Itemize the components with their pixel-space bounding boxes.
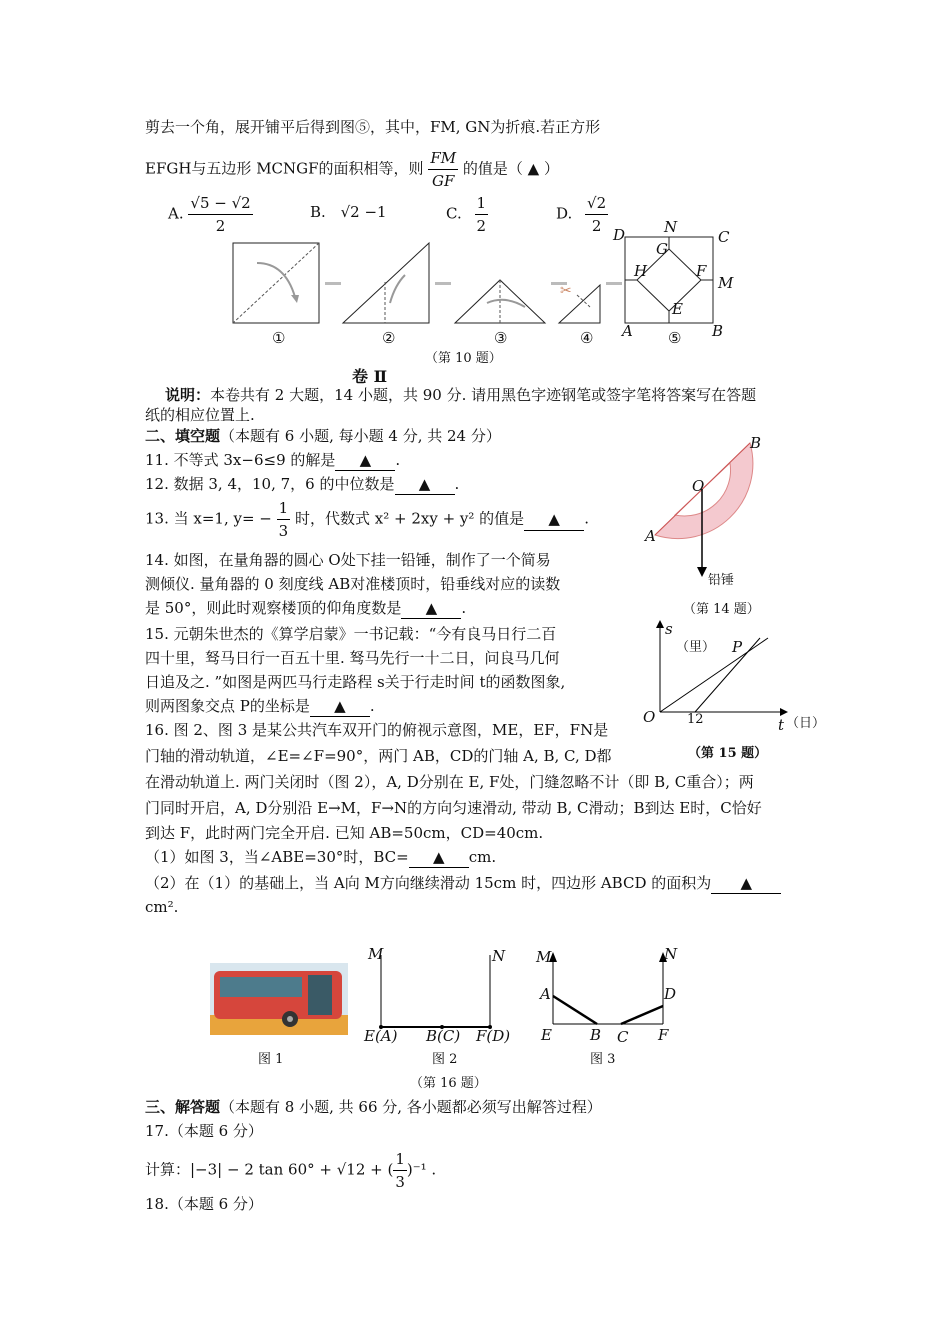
part2-note-line2: 纸的相应位置上. <box>145 406 255 424</box>
q11-answer-blank: ▲ <box>335 450 395 471</box>
q16-p1-unit: cm. <box>468 848 497 866</box>
option-d-label: D. <box>556 204 573 223</box>
section2-title: 二、填空题 <box>145 427 221 445</box>
fig3-label-f: F <box>658 1026 669 1044</box>
door-cd <box>621 1006 663 1024</box>
q13-frac-num: 1 <box>277 497 291 520</box>
option-d-den: 2 <box>591 217 602 235</box>
fig2-label-ea: E(A) <box>364 1027 398 1045</box>
q10-line1: 剪去一个角，展开铺平后得到图⑤，其中，FM, GN为折痕.若正方形 <box>145 118 601 136</box>
q16-line2: 门轴的滑动轨道，∠E=∠F=90°，两门 AB，CD的门轴 A, B, C, D都 <box>145 747 612 765</box>
q14-caption: （第 14 题） <box>683 602 760 617</box>
option-b-value: √2 −1 <box>340 203 387 221</box>
q15-line3: 日追及之. ”如图是两匹马行走路程 s关于行走时间 t的函数图象, <box>145 673 566 691</box>
option-c-den: 2 <box>476 217 487 235</box>
q18-head: 18.（本题 6 分） <box>145 1195 263 1213</box>
fold-step-1 <box>233 243 319 323</box>
fig2-label-fd: F(D) <box>476 1027 511 1045</box>
q16-p2-text: （2）在（1）的基础上，当 A向 M方向继续滑动 15cm 时，四边形 ABCD 的面积为 <box>145 874 712 892</box>
section3-heading <box>145 1097 602 1117</box>
q16-caption: （第 16 题） <box>410 1076 487 1091</box>
q15-caption: （第 15 题） <box>688 746 768 761</box>
fig2-label-n: N <box>492 947 506 965</box>
step-label-3: ③ <box>494 329 508 347</box>
q13-fraction <box>277 497 291 542</box>
q16-p1-text: （1）如图 3，当∠ABE=30°时，BC= <box>145 848 409 866</box>
fig5-label-f: F <box>696 262 707 280</box>
fig5-label-m: M <box>718 274 734 292</box>
q15-answer-blank: ▲ <box>310 696 370 717</box>
fig2-diagram <box>370 955 500 1035</box>
q11-text: 11. 不等式 3x−6≤9 的解是 <box>145 451 336 469</box>
q14-label-b: B <box>750 434 762 452</box>
fig1-label: 图 1 <box>258 1052 284 1067</box>
q16-line3: 在滑动轨道上. 两门关闭时（图 2），A, D分别在 E, F处，门缝忽略不计（即 B, C重合）；两 <box>145 773 754 791</box>
fig3-label-d: D <box>664 985 677 1003</box>
q16-p1-answer-blank: ▲ <box>409 847 469 868</box>
fold-step-4 <box>559 283 600 323</box>
q16-line1: 16. 图 2、图 3 是某公共汽车双开门的俯视示意图，ME，EF，FN是 <box>145 721 609 739</box>
q16-p2-answer-blank: ▲ <box>711 873 781 894</box>
q15-label-t: t <box>778 716 785 734</box>
q16-line4: 门同时开启，A, D分别沿 E→M，F→N的方向匀速滑动, 带动 B, C滑动；B到达 E时，C恰好 <box>145 799 762 817</box>
q14-line2: 测倾仪. 量角器的 0 刻度线 AB对准楼顶时，铅垂线对应的读数 <box>145 575 561 593</box>
q17-frac-den: 3 <box>395 1173 405 1191</box>
q13-post: 时，代数式 x² + 2xy + y² 的值是 <box>295 509 525 528</box>
fig5-label-c: C <box>718 228 730 246</box>
q15-label-p: P <box>732 638 743 656</box>
q17-head: 17.（本题 6 分） <box>145 1122 263 1140</box>
q14-label-o: O <box>692 477 705 495</box>
option-a-den: 2 <box>215 217 226 235</box>
section3-note: （本题有 8 小题, 共 66 分, 各小题都必须写出解答过程） <box>220 1098 602 1116</box>
q10-option-b <box>310 203 387 221</box>
fold-step-3 <box>455 280 545 323</box>
q10-frac-den: GF <box>432 172 455 190</box>
q17-frac-num: 1 <box>393 1148 407 1171</box>
q12-answer-blank: ▲ <box>395 474 455 495</box>
arrow-4 <box>606 282 622 285</box>
fig3-label-e: E <box>541 1026 552 1044</box>
q16-part2 <box>145 873 781 894</box>
q17-pre: 计算：|−3| − 2 tan 60° + √12 + ( <box>145 1160 394 1179</box>
q15-line1: 15. 元朝朱世杰的《算学启蒙》一书记载：“今有良马日行二百 <box>145 625 557 643</box>
door-ab <box>553 996 597 1024</box>
plumb-arrow <box>697 567 707 577</box>
q17-fraction <box>393 1148 407 1193</box>
fig5-label-h: H <box>634 262 648 280</box>
q14-label-a: A <box>645 527 656 545</box>
q16-part2-unit: cm². <box>145 898 179 916</box>
q10-frac-num: FM <box>428 147 458 170</box>
part2-title: 卷 Ⅱ <box>352 367 388 386</box>
q10-caption: （第 10 题） <box>425 351 502 366</box>
option-d-num: √2 <box>585 192 608 215</box>
q12-text: 12. 数据 3, 4，10, 7，6 的中位数是 <box>145 475 395 493</box>
fig2-label-bc: B(C) <box>426 1027 461 1045</box>
fig3-label: 图 3 <box>590 1052 616 1067</box>
q17-post: )⁻¹ . <box>406 1160 437 1179</box>
q14-line1: 14. 如图，在量角器的圆心 O处下挂一铅锤，制作了一个简易 <box>145 551 551 569</box>
fig5-label-a: A <box>622 322 633 340</box>
q15-line4: 则两图象交点 P的坐标是 ▲ . <box>145 697 375 715</box>
section3-title: 三、解答题 <box>145 1098 221 1116</box>
q10-line2-post: 的值是（ ▲ ） <box>462 159 559 178</box>
arrow-2 <box>435 282 451 285</box>
fig5-label-g: G <box>656 240 668 258</box>
q15-label-o: O <box>643 708 656 726</box>
q17-expression <box>145 1148 436 1193</box>
q14-weight-label: 铅锤 <box>708 573 735 588</box>
fig5-label-e: E <box>672 300 683 318</box>
q13: 13. 当 x=1, y= − $\frac{1}{3}$ 时，代数式 x² + 2xy + y² 的值是 ▲ . <box>145 499 589 540</box>
fig5-label-d: D <box>613 226 626 244</box>
q15-unit-s: （里） <box>676 640 716 655</box>
q14-answer-blank: ▲ <box>401 598 461 619</box>
fold-step-5 <box>625 237 713 323</box>
option-c-num: 1 <box>475 192 489 215</box>
part2-note-line1 <box>165 385 756 405</box>
q14-line3: 是 50°，则此时观察楼顶的仰角度数是 ▲ . <box>145 599 467 617</box>
fig3-label-m: M <box>536 948 552 966</box>
q15-unit-t: （日） <box>786 716 826 731</box>
step-label-2: ② <box>382 329 396 347</box>
q11: 11. 不等式 3x−6≤9 的解是 ▲ . <box>145 451 401 469</box>
q10-line2 <box>145 147 559 192</box>
q13-pre: 13. 当 x=1, y= − <box>145 509 272 528</box>
q13-frac-den: 3 <box>278 522 289 540</box>
note-text-1: 本卷共有 2 大题，14 小题，共 90 分. 请用黑色字迹钢笔或签字笔将答案写在答题 <box>210 386 757 404</box>
step-label-4: ④ <box>580 329 594 347</box>
q15-graph <box>640 620 790 720</box>
q15-label-s: s <box>665 620 673 638</box>
q10-line2-pre: EFGH与五边形 MCNGF的面积相等，则 <box>145 159 424 178</box>
q14-text: 是 50°，则此时观察楼顶的仰角度数是 <box>145 599 402 617</box>
fig5-label-b: B <box>712 322 724 340</box>
fig3-label-n: N <box>664 945 678 963</box>
option-a-num: √5 − √2 <box>188 192 252 215</box>
fig3-label-b: B <box>590 1026 602 1044</box>
note-label: 说明： <box>165 386 211 404</box>
option-c-label: C. <box>446 204 462 223</box>
q15-text: 则两图象交点 P的坐标是 <box>145 697 310 715</box>
q15-tick-12: 12 <box>687 712 704 727</box>
scissors-icon: ✂ <box>560 283 572 299</box>
q12: 12. 数据 3, 4，10, 7，6 的中位数是 ▲ . <box>145 475 460 493</box>
fig3-label-c: C <box>617 1028 629 1046</box>
fig5-label-n: N <box>664 218 678 236</box>
q10-fraction <box>428 147 458 192</box>
q16-line5: 到达 F，此时两门完全开启. 已知 AB=50cm，CD=40cm. <box>145 824 544 842</box>
option-a-label: A. <box>168 204 184 223</box>
q13-answer-blank: ▲ <box>524 508 584 531</box>
q15-line2: 四十里，驽马日行一百五十里. 驽马先行一十二日，问良马几何 <box>145 649 560 667</box>
option-b-label: B. <box>310 203 326 221</box>
step-label-5: ⑤ <box>668 329 682 347</box>
fig3-label-a: A <box>540 985 551 1003</box>
section2-note: （本题有 6 小题, 每小题 4 分, 共 24 分） <box>220 427 501 445</box>
section2-heading <box>145 426 501 446</box>
fold-step-2 <box>343 243 429 323</box>
bus-photo <box>210 963 348 1035</box>
fig3-diagram <box>545 950 675 1030</box>
step-label-1: ① <box>272 329 286 347</box>
arrow-1 <box>325 282 341 285</box>
fig2-label-m: M <box>368 945 384 963</box>
q16-part1 <box>145 847 496 868</box>
fig2-label: 图 2 <box>432 1052 458 1067</box>
